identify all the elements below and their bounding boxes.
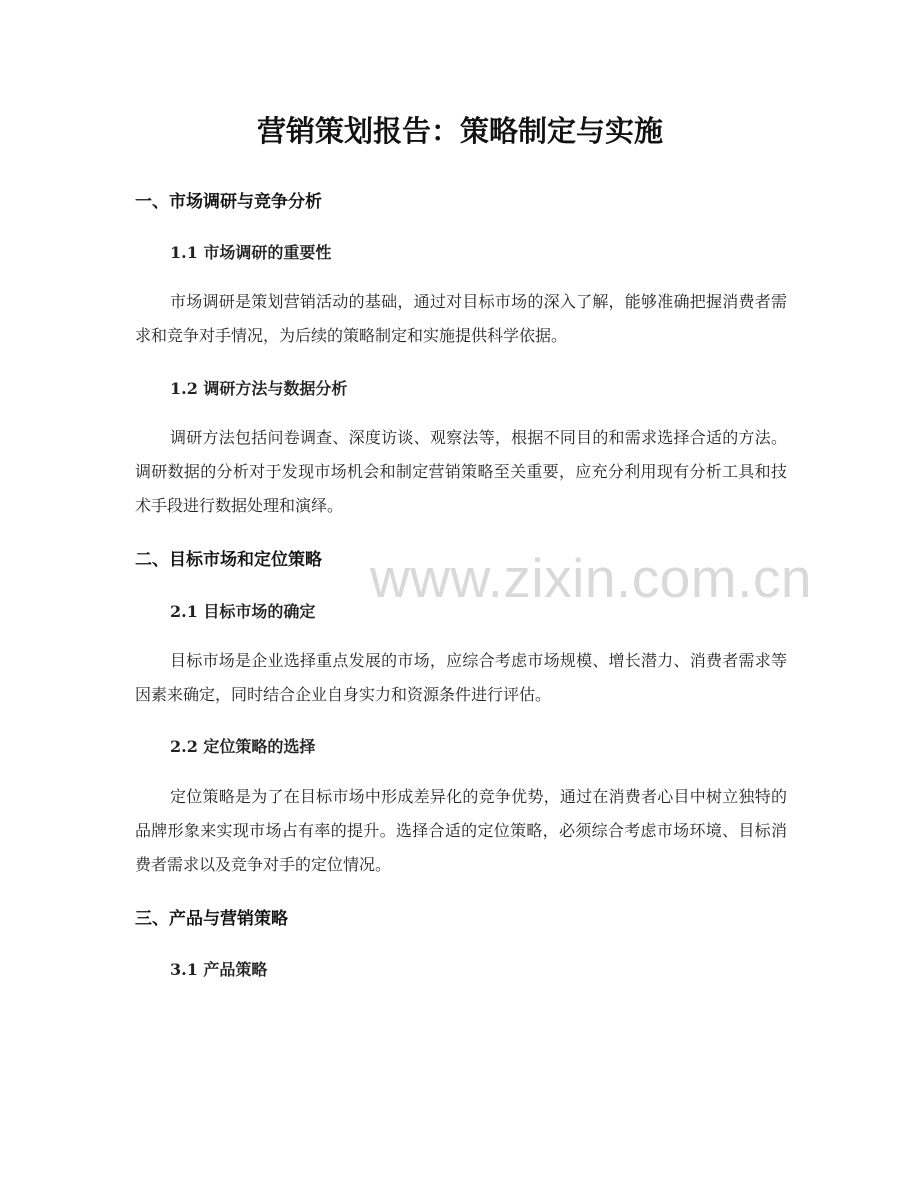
subsection-heading-2-2: 2.2 定位策略的选择 [170, 737, 316, 756]
subsection-heading-1-2: 1.2 调研方法与数据分析 [170, 379, 348, 398]
section-heading-2: 二、目标市场和定位策略 [135, 550, 322, 570]
section-heading-1: 一、市场调研与竞争分析 [135, 192, 322, 212]
paragraph-1-2: 调研方法包括问卷调查、深度访谈、观察法等，根据不同目的和需求选择合适的方法。调研数据的分析对于发现市场机会和制定营销策略至关重要，应充分利用现有分析工具和技术手段进行数据处理和演绎。 [135, 428, 787, 515]
subsection-heading-1-1: 1.1 市场调研的重要性 [170, 243, 332, 262]
watermark: www.zixin.com.cn [370, 547, 812, 609]
paragraph-2-2: 定位策略是为了在目标市场中形成差异化的竞争优势，通过在消费者心目中树立独特的品牌形象来实现市场占有率的提升。选择合适的定位策略，必须综合考虑市场环境、目标消费者需求以及竞争对手的定位情况。 [135, 787, 787, 874]
subsection-heading-2-1: 2.1 目标市场的确定 [170, 602, 316, 621]
paragraph-2-1: 目标市场是企业选择重点发展的市场，应综合考虑市场规模、增长潜力、消费者需求等因素来确定，同时结合企业自身实力和资源条件进行评估。 [135, 651, 787, 704]
subsection-heading-3-1: 3.1 产品策略 [170, 960, 268, 979]
section-heading-3: 三、产品与营销策略 [135, 909, 288, 929]
paragraph-1-1: 市场调研是策划营销活动的基础，通过对目标市场的深入了解，能够准确把握消费者需求和竞争对手情况，为后续的策略制定和实施提供科学依据。 [135, 292, 787, 345]
page-title: 营销策划报告：策略制定与实施 [256, 114, 663, 148]
